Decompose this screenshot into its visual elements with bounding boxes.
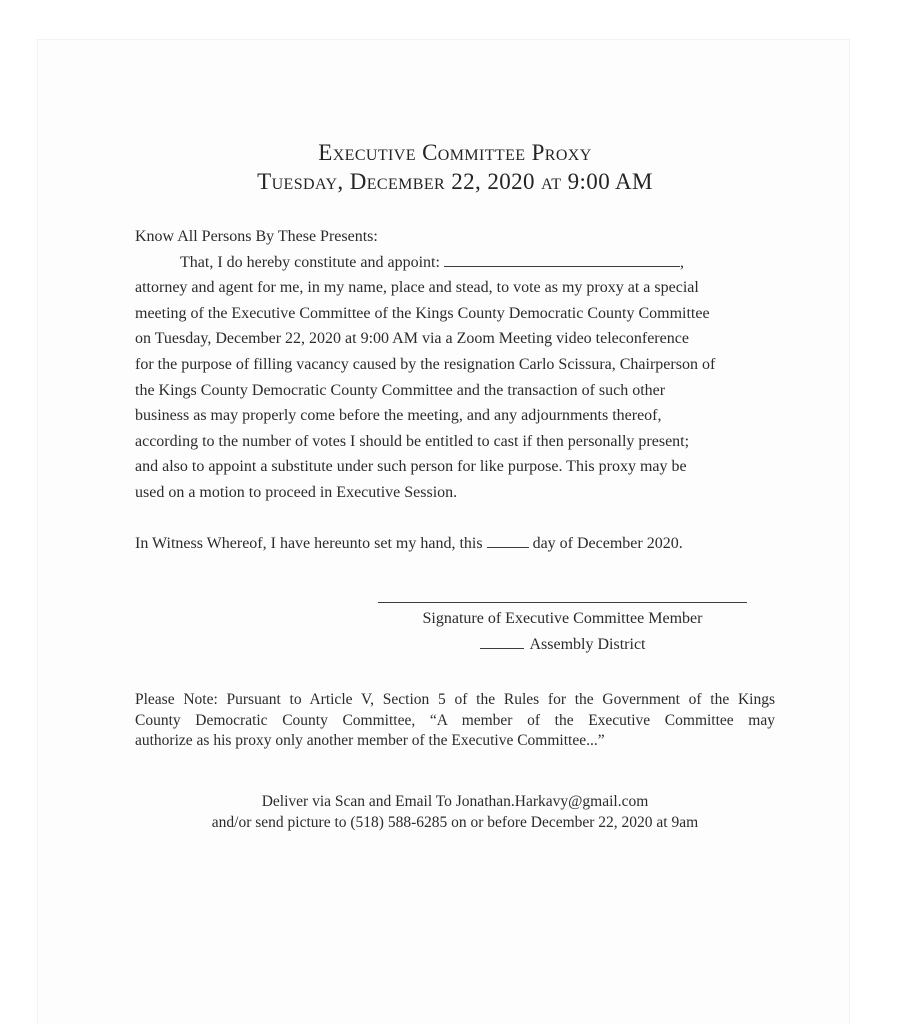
witness-line-pre: In Witness Whereof, I have hereunto set my hand, this <box>135 534 487 552</box>
footer-line-1: Deliver via Scan and Email To Jonathan.Harkavy@gmail.com <box>261 793 649 811</box>
delivery-instructions <box>135 792 775 833</box>
body-line: business as may properly come before the meeting, and any adjournments thereof, <box>135 407 662 425</box>
footer-line-2: and/or send picture to (518) 588-6285 on or before December 22, 2020 at 9am <box>211 813 699 831</box>
appoint-line-comma: , <box>679 253 684 271</box>
signature-line <box>378 602 747 603</box>
assembly-district-label: Assembly District <box>529 636 646 654</box>
body-line: according to the number of votes I should be entitled to cast if then personally present; <box>135 432 690 450</box>
document-page <box>38 40 849 1024</box>
signature-caption: Signature of Executive Committee Member <box>422 610 703 628</box>
body-line: attorney and agent for me, in my name, place and stead, to vote as my proxy at a special <box>135 279 699 297</box>
note-line: County Democratic County Committee, “A member of the Executive Committee may <box>135 711 775 729</box>
title-line-1: Executive Committee Proxy <box>318 140 592 165</box>
document-title <box>135 139 775 196</box>
title-line-2: Tuesday, December 22, 2020 at 9:00 AM <box>257 168 653 194</box>
body-line: on Tuesday, December 22, 2020 at 9:00 AM via a Zoom Meeting video teleconference <box>135 330 689 348</box>
note-line: authorize as his proxy only another member of the Executive Committee...” <box>135 731 605 749</box>
opening-line: Know All Persons By These Presents: <box>135 228 378 245</box>
witness-line-post: day of December 2020. <box>528 534 683 552</box>
appoint-line-text: That, I do hereby constitute and appoint: <box>180 253 444 271</box>
appoint-line <box>135 250 775 276</box>
body-line: meeting of the Executive Committee of the Kings County Democratic County Committee <box>135 304 710 322</box>
day-blank <box>487 533 529 548</box>
document-content <box>38 40 849 833</box>
appointee-name-blank <box>444 252 680 267</box>
witness-line <box>135 531 775 557</box>
note-line: Please Note: Pursuant to Article V, Section 5 of the Rules for the Government of the Kings <box>135 691 775 709</box>
note-paragraph <box>135 690 775 751</box>
body-line: the Kings County Democratic County Committee and the transaction of such other <box>135 381 666 399</box>
body-line: and also to appoint a substitute under such person for like purpose. This proxy may be <box>135 458 687 476</box>
body-line: for the purpose of filling vacancy caused by the resignation Carlo Scissura, Chairperson of <box>135 355 716 373</box>
assembly-district-blank <box>480 634 524 649</box>
body-paragraph <box>135 224 775 506</box>
assembly-district-line <box>378 632 747 658</box>
body-line: used on a motion to proceed in Executive Session. <box>135 483 458 501</box>
